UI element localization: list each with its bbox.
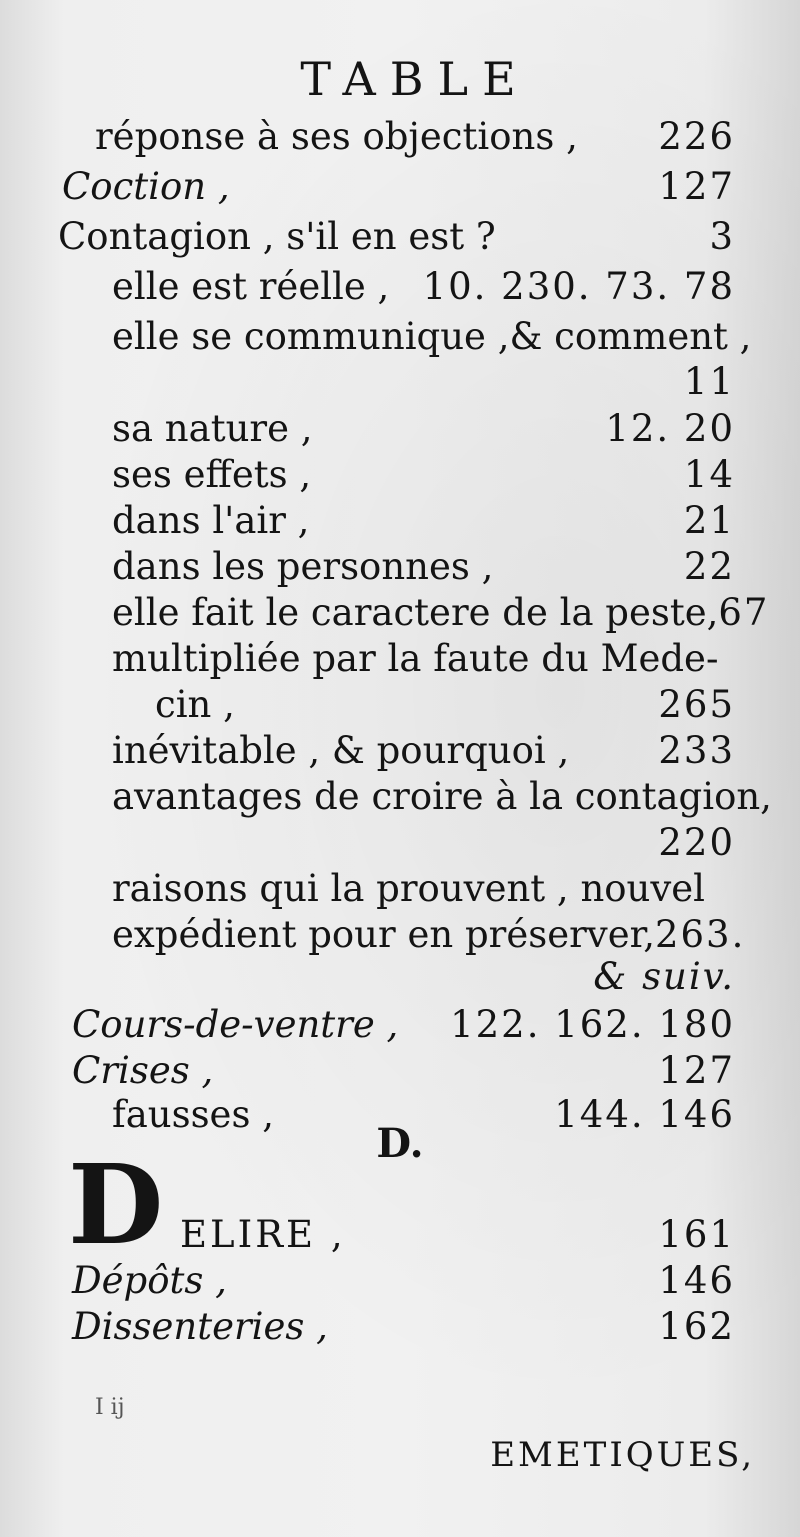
- entry-text: expédient pour en préserver,: [112, 913, 655, 956]
- entry-page: 161: [658, 1213, 735, 1256]
- entry-text: elle se communique ,& comment ,: [112, 315, 752, 358]
- entry-text: Dissenteries ,: [72, 1305, 328, 1348]
- entry-text: elle fait le caractere de la peste,: [112, 591, 719, 634]
- index-entry: [112, 312, 752, 362]
- entry-text: ses effets ,: [112, 453, 312, 496]
- section-letter-heading: D.: [376, 1120, 424, 1167]
- index-entry: [72, 1302, 735, 1352]
- entry-text: inévitable , & pourquoi ,: [112, 729, 570, 772]
- entry-page: 144. 146: [554, 1093, 735, 1136]
- signature-mark: I ij: [95, 1395, 125, 1420]
- index-entry: [112, 818, 735, 868]
- index-entry: [112, 772, 772, 822]
- entry-page: 3: [709, 215, 735, 258]
- entry-text: ELIRE ,: [180, 1213, 346, 1256]
- entry-text: réponse à ses objections ,: [95, 115, 578, 158]
- index-entry: [112, 726, 735, 776]
- entry-page: 21: [683, 499, 735, 542]
- index-entry: [112, 588, 770, 638]
- index-entry: [112, 496, 735, 546]
- entry-text: sa nature ,: [112, 407, 313, 450]
- index-entry: [72, 1046, 735, 1096]
- index-entry: [112, 952, 735, 1002]
- index-entry: [62, 162, 735, 212]
- index-entry: [58, 212, 735, 262]
- entry-page: 220: [658, 821, 735, 864]
- index-entry: [112, 542, 735, 592]
- entry-page: 162: [658, 1305, 735, 1348]
- entry-text: Dépôts ,: [72, 1259, 227, 1302]
- entry-page: 14: [683, 453, 735, 496]
- entry-page: & suiv.: [593, 955, 735, 998]
- entry-page: 12. 20: [605, 407, 735, 450]
- entry-page: 10. 230. 73. 78: [422, 265, 735, 308]
- index-entry: [72, 1000, 735, 1050]
- entry-text: multipliée par la faute du Mede-: [112, 637, 719, 680]
- entry-page: 127: [658, 165, 735, 208]
- entry-text: elle est réelle ,: [112, 265, 390, 308]
- index-entry: [155, 680, 735, 730]
- entry-page: 22: [683, 545, 735, 588]
- entry-page: 226: [658, 115, 735, 158]
- entry-page: 146: [658, 1259, 735, 1302]
- entry-text: cin ,: [155, 683, 235, 726]
- entry-page: 263.: [654, 913, 746, 956]
- entry-page: 233: [658, 729, 735, 772]
- entry-page: 265: [658, 683, 735, 726]
- index-entry: [95, 112, 735, 162]
- entry-text: avantages de croire à la contagion,: [112, 775, 772, 818]
- drop-cap-letter: D: [68, 1140, 164, 1269]
- entry-text: Crises ,: [72, 1049, 214, 1092]
- index-entry: [112, 262, 735, 312]
- index-entry: [112, 864, 735, 914]
- entry-text: Contagion , s'il en est ?: [58, 215, 496, 258]
- entry-text: dans les personnes ,: [112, 545, 494, 588]
- index-entry: [112, 450, 735, 500]
- index-entry: [112, 357, 735, 407]
- entry-text: fausses ,: [112, 1093, 274, 1136]
- running-header: TABLE: [300, 52, 530, 106]
- entry-text: Coction ,: [62, 165, 230, 208]
- entry-page: 67: [718, 591, 770, 634]
- entry-text: raisons qui la prouvent , nouvel: [112, 867, 706, 910]
- index-entry: [112, 634, 735, 684]
- entry-page: 127: [658, 1049, 735, 1092]
- entry-page: 122. 162. 180: [450, 1003, 735, 1046]
- index-entry: [112, 404, 735, 454]
- entry-page: 11: [683, 360, 735, 403]
- index-entry: [180, 1210, 735, 1260]
- index-entry: [72, 1256, 735, 1306]
- catchword: EMETIQUES,: [490, 1435, 755, 1475]
- entry-text: dans l'air ,: [112, 499, 310, 542]
- entry-text: Cours-de-ventre ,: [72, 1003, 399, 1046]
